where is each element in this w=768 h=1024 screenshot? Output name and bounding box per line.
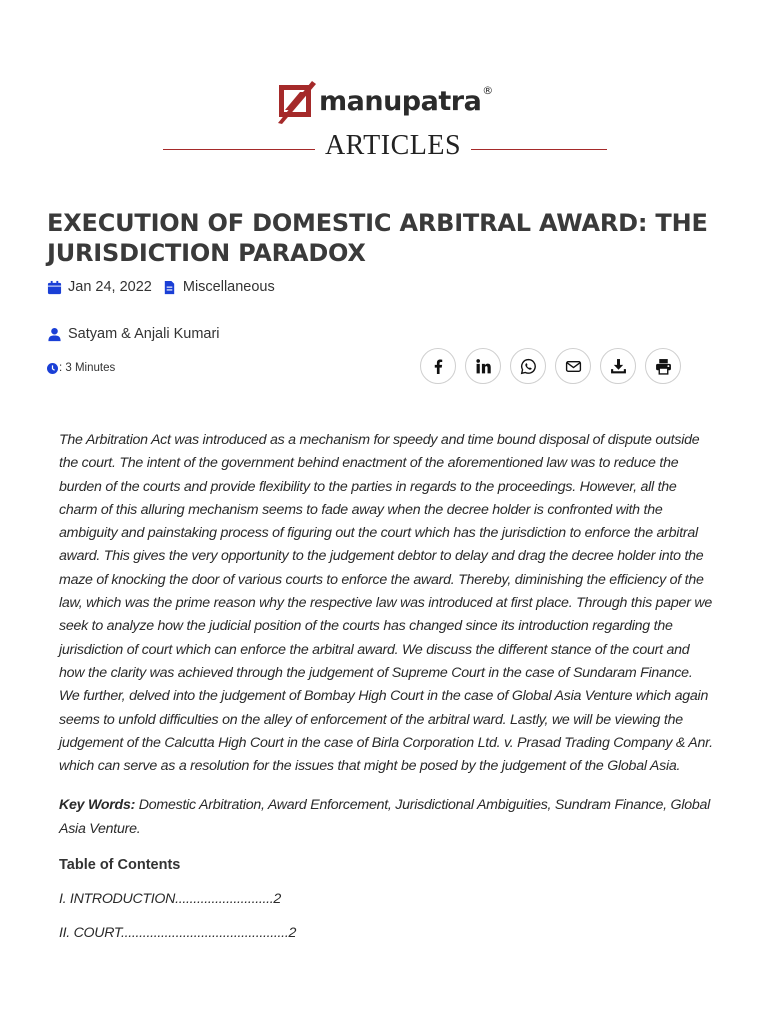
email-icon <box>565 358 582 375</box>
article-meta-read-time <box>47 362 115 374</box>
whatsapp-share-button[interactable] <box>510 348 546 384</box>
article-body <box>59 429 713 941</box>
download-button[interactable] <box>600 348 636 384</box>
article-date: Jan 24, 2022 <box>68 279 152 295</box>
linkedin-share-button[interactable] <box>465 348 501 384</box>
keywords-text: Domestic Arbitration, Award Enforcement, Jurisdictional Ambiguities, Sundram Finance, Global Asia Venture. <box>59 797 711 837</box>
toc-item-introduction[interactable]: I. INTRODUCTION...........................2 <box>59 891 282 908</box>
print-button[interactable] <box>645 348 681 384</box>
article-category[interactable]: Miscellaneous <box>182 279 275 295</box>
manupatra-logo[interactable] <box>276 80 493 124</box>
toc-heading: Table of Contents <box>59 857 181 874</box>
logo-mark-icon <box>276 80 316 124</box>
print-icon <box>655 358 672 375</box>
divider-left <box>163 149 315 150</box>
article-meta-author <box>47 326 220 342</box>
page-header <box>0 0 768 180</box>
article-authors: Satyam & Anjali Kumari <box>68 326 220 342</box>
abstract-paragraph: The Arbitration Act was introduced as a mechanism for speedy and time bound disposal of dispute outside the court. The intent of the government behind enactment of the aforementioned law was to reduce the burden of the courts and provide flexibility to the parties in regards to the proceedings. However, all the charm of this alluring mechanism seems to fade away when the decree holder is confronted with the ambiguity and painstaking process of figuring out the court which has the jurisdiction to enforce the arbitral award. This gives the very opportunity to the judgement debtor to delay and drag the decree holder into the maze of knocking the door of various courts to enforce the award. Thereby, diminishing the efficiency of the law, which was the prime reason why the respective law was introduced at first place. Through this paper we seek to analyze how the judicial position of the courts has changed since its introduction regarding the jurisdiction of court which can enforce the arbitral award. We discuss the different stance of the court and how the clarity was achieved through the judgement of Supreme Court in the case of Sundaram Finance. We further, delved into the judgement of Bombay High Court in the case of Global Asia Venture which again seems to unfold difficulties on the alley of enforcement of the arbitral ward. Lastly, we will be viewing the judgement of the Calcutta High Court in the case of Birla Corporation Ltd. v. Prasad Trading Company & Anr. which can serve as a resolution for the issues that might be posed by the judgement of the Global Asia. <box>59 432 713 775</box>
calendar-icon <box>47 280 62 295</box>
document-icon <box>162 280 177 295</box>
user-icon <box>47 327 62 342</box>
keywords-label: Key Words: <box>59 797 136 814</box>
article-meta-date <box>47 279 275 295</box>
read-time: : 3 Minutes <box>59 362 116 374</box>
whatsapp-icon <box>520 358 537 375</box>
divider-right <box>471 149 607 150</box>
article-title: EXECUTION OF DOMESTIC ARBITRAL AWARD: THE JURISDICTION PARADOX <box>47 209 708 267</box>
download-icon <box>610 358 627 375</box>
facebook-share-button[interactable] <box>420 348 456 384</box>
facebook-icon <box>430 358 447 375</box>
registered-mark: ® <box>482 83 494 97</box>
toc-item-court[interactable]: II. COURT..............................................2 <box>59 925 297 942</box>
clock-icon <box>47 363 58 374</box>
keywords-paragraph <box>59 794 713 841</box>
brand-name: manupatra <box>319 85 482 117</box>
email-share-button[interactable] <box>555 348 591 384</box>
linkedin-icon <box>475 358 492 375</box>
share-toolbar <box>420 348 690 384</box>
section-title: ARTICLES <box>324 130 462 161</box>
